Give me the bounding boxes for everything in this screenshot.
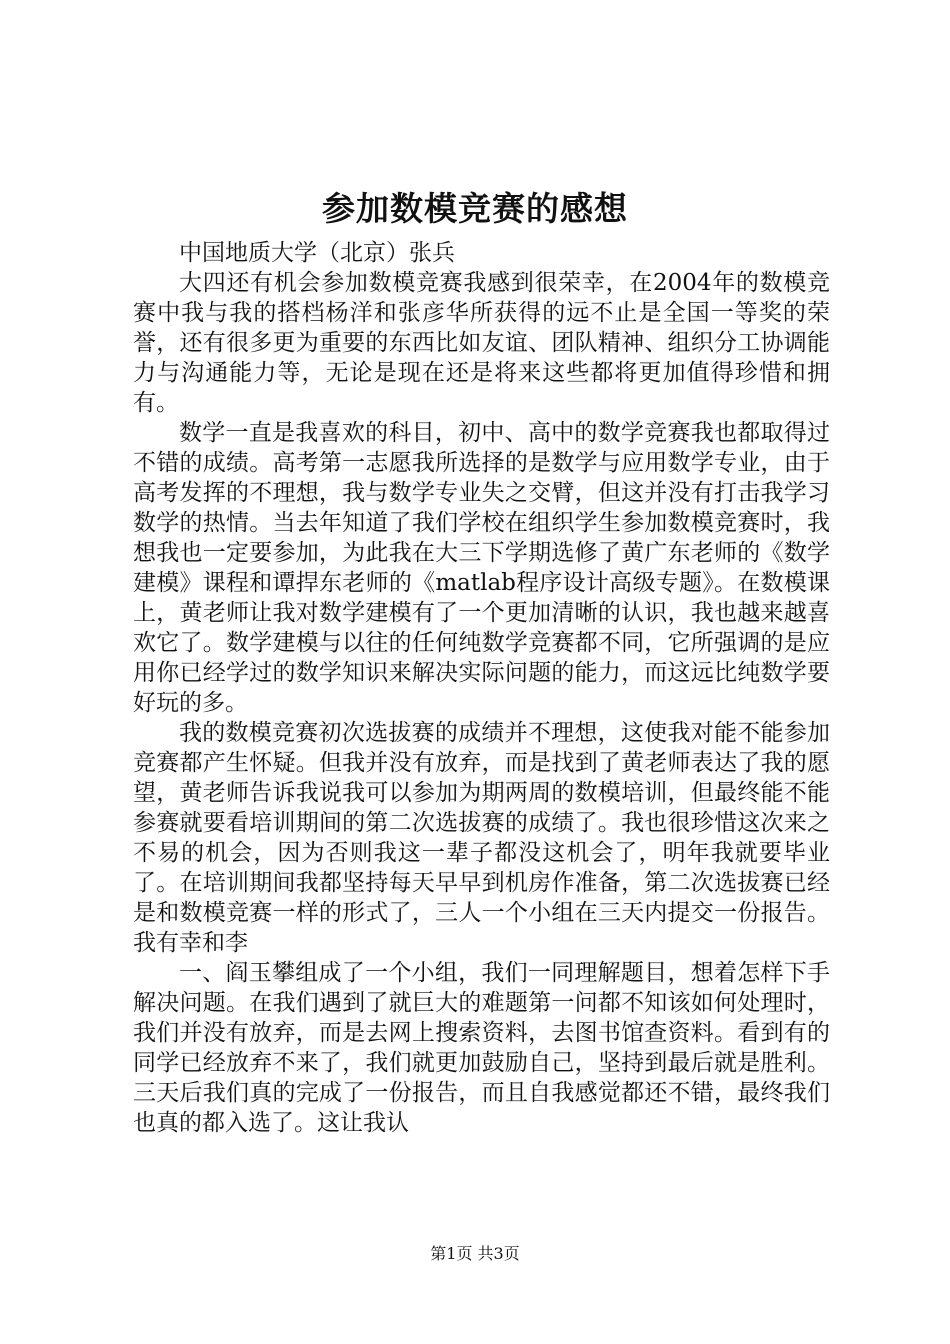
document-title: 参加数模竞赛的感想 — [322, 189, 628, 228]
author-line: 中国地质大学（北京）张兵 — [179, 240, 455, 266]
document-body — [133, 238, 830, 1138]
paragraph-4: 一、阎玉攀组成了一个小组，我们一同理解题目，想着怎样下手解决问题。在我们遇到了就巨大的难题第一问都不知该如何处理时，我们并没有放弃，而是去网上搜索资料，去图书馆查资料。看到有的同学已经放弃不来了，我们就更加鼓励自己，坚持到最后就是胜利。三天后我们真的完成了一份报告，而且自我感觉都还不错，最终我们也真的都入选了。这让我认 — [133, 960, 830, 1136]
paragraph-2: 数学一直是我喜欢的科目，初中、高中的数学竞赛我也都取得过不错的成绩。高考第一志愿我所选择的是数学与应用数学专业，由于高考发挥的不理想，我与数学专业失之交臂，但这并没有打击我学习数学的热情。当去年知道了我们学校在组织学生参加数模竞赛时，我想我也一定要参加，为此我在大三下学期选修了黄广东老师的《数学建模》课程和谭捍东老师的《matlab程序设计高级专题》。在数模课上，黄老师让我对数学建模有了一个更加清晰的认识，我也越来越喜欢它了。数学建模与以往的任何纯数学竞赛都不同，它所强调的是应用你已经学过的数学知识来解决实际问题的能力，而这远比纯数学要好玩的多。 — [133, 420, 830, 716]
page-footer: 第1页 共3页 — [430, 1244, 520, 1263]
paragraph-1: 大四还有机会参加数模竞赛我感到很荣幸，在2004年的数模竞赛中我与我的搭档杨洋和张彦华所获得的远不止是全国一等奖的荣誉，还有很多更为重要的东西比如友谊、团队精神、组织分工协调能力与沟通能力等，无论是现在还是将来这些都将更加值得珍惜和拥有。 — [133, 270, 830, 416]
paragraph-3: 我的数模竞赛初次选拔赛的成绩并不理想，这使我对能不能参加竞赛都产生怀疑。但我并没有放弃，而是找到了黄老师表达了我的愿望，黄老师告诉我说我可以参加为期两周的数模培训，但最终能不能参赛就要看培训期间的第二次选拔赛的成绩了。我也很珍惜这次来之不易的机会，因为否则我这一辈子都没这机会了，明年我就要毕业了。在培训期间我都坚持每天早早到机房作准备，第二次选拔赛已经是和数模竞赛一样的形式了，三人一个小组在三天内提交一份报告。我有幸和李 — [133, 720, 830, 956]
